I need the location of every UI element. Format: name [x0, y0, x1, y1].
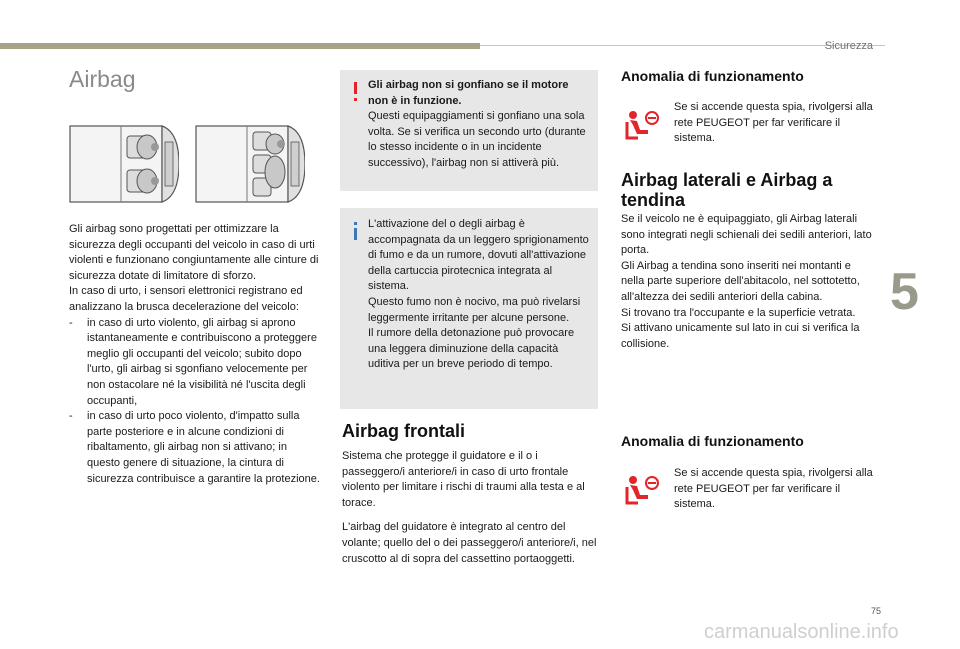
warning-exclamation-icon: [354, 82, 357, 94]
warning-text: Questi equipaggiamenti si gonfiano una sola volta. Se si verifica un secondo urto (durante lo stesso incidente o in un incidente successivo), l'airbag non si attiverà più.: [368, 110, 586, 169]
van-topview-illustration-2: [195, 122, 305, 206]
list-item: - in caso di urto violento, gli airbag si aprono istantaneamente e contribuiscono a proteggere meglio gli occupanti del veicolo; subito dopo l'urto, gli airbag si sgonfiano velocemente per non ostacolare né la visibilità né l'uscita degli occupanti,: [69, 316, 317, 407]
list-item: - in caso di urto poco violento, d'impatto sulla parte posteriore e in alcune condizioni di ribaltamento, gli airbag non si attivano; in questo genere di situazione, la cintura di sicurezza contribuisce a garantire la protezione.: [69, 410, 320, 485]
info-paragraph-2: Questo fumo non è nocivo, ma può rivelarsi leggermente irritante per alcune persone.: [368, 295, 581, 324]
lateral-paragraph-2: Gli Airbag a tendina sono inseriti nei montanti e nella parte superiore dell'abitacolo, nel sottotetto, all'altezza dei sedili anteriori della cabina.: [621, 259, 860, 303]
intro-bullet-list: [69, 316, 321, 488]
info-box: [340, 208, 598, 409]
intro-paragraph-1: Gli airbag sono progettati per ottimizzare la sicurezza degli occupanti del veicolo in caso di urti violenti e funzionano congiuntamente alle cinture di sicurezza dotate di limitatore di sforzo.: [69, 223, 319, 282]
lateral-paragraph-4: Si attivano unicamente sul lato in cui si verifica la collisione.: [621, 322, 860, 350]
airbag-warning-light-icon: [624, 108, 660, 144]
malfunction-heading-2: Anomalia di funzionamento: [621, 433, 804, 449]
watermark: carmanualsonline.info: [704, 621, 899, 643]
van-topview-illustration-1: [69, 122, 179, 206]
lateral-airbag-text: [621, 212, 873, 352]
warning-box: [340, 70, 598, 191]
airbag-warning-light-icon: [624, 473, 660, 509]
malfunction-text-2: Se si accende questa spia, rivolgersi alla rete PEUGEOT per far verificare il sistema.: [674, 467, 873, 511]
page-number: 75: [871, 606, 882, 616]
header-accent-bar: [0, 43, 480, 49]
frontal-airbag-heading: Airbag frontali: [342, 421, 466, 441]
lateral-paragraph-1: Se il veicolo ne è equipaggiato, gli Airbag laterali sono integrati negli schienali dei sedili anteriori, lato porta.: [621, 213, 872, 257]
intro-paragraph-2: In caso di urto, i sensori elettronici registrano ed analizzano la brusca decelerazione del veicolo:: [69, 285, 303, 313]
frontal-paragraph-2: L'airbag del guidatore è integrato al centro del volante; quello del o dei passeggero/i anteriore/i, nel cruscotto al di sopra del cassettino portaoggetti.: [342, 521, 597, 565]
page-title: Airbag: [69, 66, 136, 92]
malfunction-heading-1: Anomalia di funzionamento: [621, 68, 804, 84]
malfunction-text-1: Se si accende questa spia, rivolgersi alla rete PEUGEOT per far verificare il sistema.: [674, 101, 873, 145]
info-icon: [354, 222, 357, 225]
info-paragraph-3: Il rumore della detonazione può provocare una leggera diminuzione della capacità uditiva per un breve periodo di tempo.: [368, 327, 575, 371]
warning-title: Gli airbag non si gonfiano se il motore non è in funzione.: [368, 79, 569, 107]
lateral-paragraph-3: Si trovano tra l'occupante e la superficie vetrata.: [621, 306, 856, 319]
info-paragraph-1: L'attivazione del o degli airbag è accompagnata da un leggero sprigionamento di fumo e da un rumore, dovuti all'attivazione della cartuccia pirotecnica integrata al sistema.: [368, 218, 589, 293]
frontal-paragraph-1: Sistema che protegge il guidatore e il o i passeggero/i anteriore/i in caso di urto frontale violento per limitare i rischi di traumi alla testa e al torace.: [342, 450, 585, 509]
frontal-airbag-text: [342, 449, 598, 567]
intro-column: [69, 222, 321, 487]
chapter-number: 5: [890, 263, 919, 321]
section-name: Sicurezza: [824, 40, 873, 52]
lateral-airbag-heading: Airbag laterali e Airbag a tendina: [621, 170, 833, 210]
